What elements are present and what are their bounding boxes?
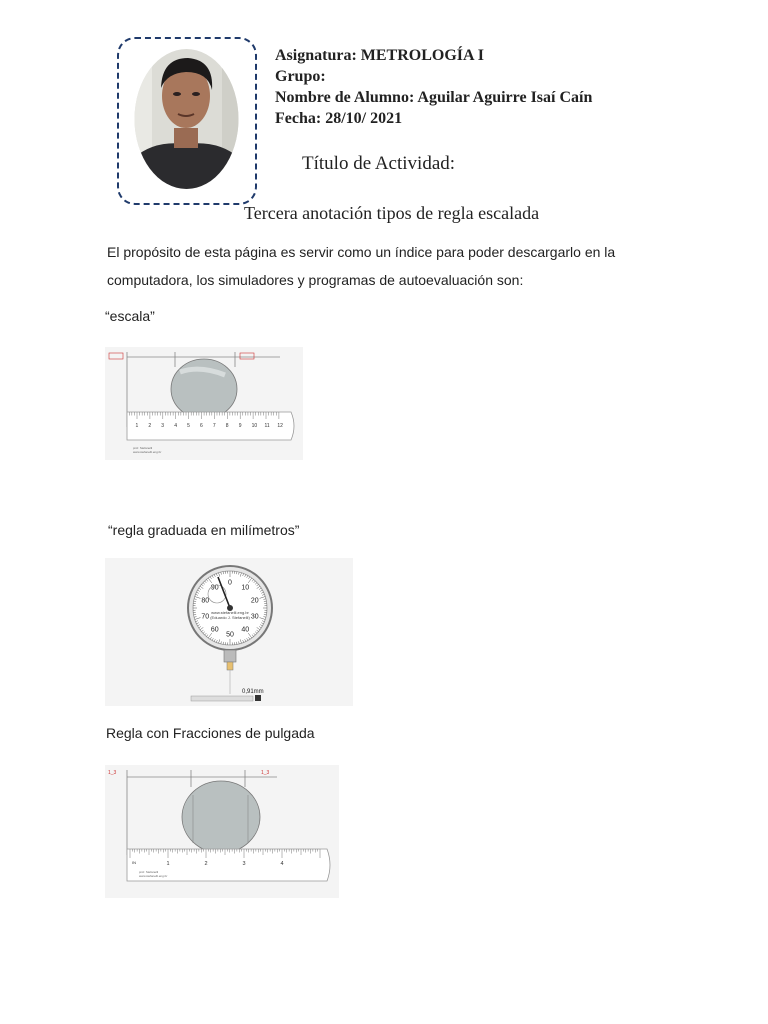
dial-number: 50: [226, 631, 234, 639]
ruler-number: 3: [161, 423, 165, 429]
dial-readout: 0,91mm: [242, 689, 264, 695]
dial-number: 60: [210, 626, 219, 634]
ruler-number: 10: [251, 423, 258, 429]
inch-ruler-figure: [105, 765, 339, 898]
svg-text:prof. Stefanelli: prof. Stefanelli: [139, 870, 159, 874]
student-photo: [134, 48, 239, 190]
svg-text:www.stefanelli.eng.br: www.stefanelli.eng.br: [139, 874, 168, 878]
intro-paragraph: [107, 238, 707, 294]
dial-number: 20: [250, 597, 259, 605]
dial-number: 70: [201, 613, 210, 621]
ruler-number: 2: [148, 423, 152, 429]
ruler-number: 1: [135, 423, 139, 429]
ruler-number: 3: [242, 861, 246, 867]
dial-number: 90: [210, 584, 219, 592]
ruler-number: 4: [280, 861, 284, 867]
ruler-number: 2: [204, 861, 208, 867]
header-info: [275, 45, 592, 129]
caption-pulgada: Regla con Fracciones de pulgada: [106, 725, 315, 741]
svg-text:(Eduardo J. Stefanelli): (Eduardo J. Stefanelli): [210, 615, 250, 620]
dial-number: 0: [228, 579, 232, 587]
alumno-line: Nombre de Alumno: Aguilar Aguirre Isaí Caín: [275, 89, 593, 106]
activity-title-label: Título de Actividad:: [302, 153, 456, 174]
caption-escala: “escala”: [105, 308, 155, 324]
svg-text:www.stefanelli.eng.br: www.stefanelli.eng.br: [133, 450, 162, 454]
svg-text:1_3: 1_3: [108, 770, 117, 776]
asignatura-line: Asignatura: METROLOGÍA I: [275, 47, 484, 64]
dial-number: 30: [250, 613, 259, 621]
svg-text:prof. Stefanelli: prof. Stefanelli: [133, 446, 153, 450]
ruler-number: 6: [200, 423, 203, 429]
dial-number: 40: [241, 626, 250, 634]
ruler-number: 4: [174, 423, 177, 429]
svg-text:1_3: 1_3: [261, 770, 270, 776]
ruler-number: 12: [277, 423, 283, 429]
svg-text:IN: IN: [132, 860, 136, 865]
fecha-line: Fecha: 28/10/ 2021: [275, 110, 403, 127]
intro-line-1: El propósito de esta página es servir como un índice para poder descargarlo en la: [107, 244, 616, 260]
ruler-number: 1: [166, 861, 170, 867]
metric-ruler-figure: [105, 347, 303, 460]
ruler-number: 7: [212, 423, 216, 429]
activity-subtitle: Tercera anotación tipos de regla escalada: [244, 203, 540, 223]
ruler-number: 5: [187, 423, 190, 429]
ruler-number: 8: [225, 423, 229, 429]
intro-line-2: computadora, los simuladores y programas de autoevaluación son:: [107, 272, 524, 288]
ruler-number: 9: [238, 423, 242, 429]
dial-indicator-figure: [105, 558, 353, 706]
svg-text:www.stefanelli.eng.br: www.stefanelli.eng.br: [211, 610, 249, 615]
ruler-number: 11: [264, 423, 270, 429]
dial-number: 10: [241, 584, 250, 592]
dial-number: 80: [201, 597, 210, 605]
caption-milimetros: “regla graduada en milímetros”: [108, 522, 300, 538]
grupo-line: Grupo:: [275, 68, 326, 85]
